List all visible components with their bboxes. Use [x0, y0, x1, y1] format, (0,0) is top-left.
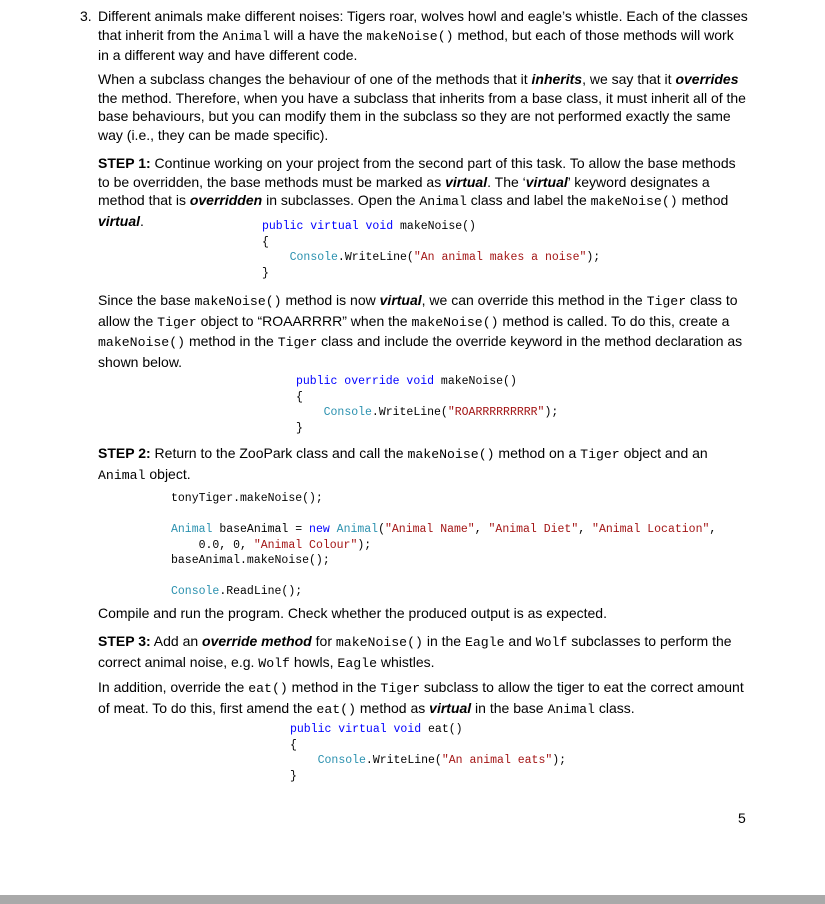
page-number: 5 — [738, 810, 746, 826]
step1-paragraph: STEP 1: Continue working on your project from the second part of this task. To allow the base methods to be overridden, the base methods must be marked as virtual. The ‘virtual’ keyword designates a method that is overridden in subclasses. Open the Animal class and label the makeNoise() method virtual. — [98, 155, 736, 229]
step3-paragraph: STEP 3: Add an override method for makeNoise() in the Eagle and Wolf subclasses to perform the correct animal noise, e.g. Wolf howls, Eagle whistles. — [98, 633, 732, 671]
item-number: 3. — [80, 8, 92, 24]
step2-paragraph: STEP 2: Return to the ZooPark class and call the makeNoise() method on a Tiger object and an Animal object. — [98, 445, 708, 483]
compile-paragraph: Compile and run the program. Check whether the produced output is as expected. — [98, 605, 607, 621]
addition-paragraph: In addition, override the eat() method in the Tiger subclass to allow the tiger to eat the correct amount of meat. To do this, first amend the eat() method as virtual in the base Animal class. — [98, 679, 744, 717]
code-block-override-makenoise: public override void makeNoise() { Console.WriteLine("ROARRRRRRRRR"); } — [296, 375, 559, 435]
code-block-virtual-eat: public virtual void eat() { Console.WriteLine("An animal eats"); } — [290, 723, 567, 783]
override-paragraph: When a subclass changes the behaviour of one of the methods that it inherits, we say that it overrides the method. Therefore, when you have a subclass that inherits from a base class, it must inherit all of the base behaviours, but you can modify them in the subclass so they are not performed exactly the same way (i.e., they can be made specific). — [98, 71, 746, 143]
since-paragraph: Since the base makeNoise() method is now virtual, we can override this method in the Tiger class to allow the Tiger object to “ROAARRRR” when the makeNoise() method is called. To do this, create a makeNoise() method in the Tiger class and include the override keyword in the method declaration as shown below. — [98, 292, 743, 370]
code-block-virtual-makenoise: public virtual void makeNoise() { Console.WriteLine("An animal makes a noise"); } — [262, 220, 601, 280]
intro-paragraph: Different animals make different noises: Tigers roar, wolves howl and eagle’s whistle. Each of the classes that inherit from the Animal will a have the makeNoise() method, but each of those methods will work in a different way and have different code. — [98, 8, 748, 64]
footer-bar — [0, 895, 825, 904]
code-block-zoopark: tonyTiger.makeNoise(); Animal baseAnimal = new Animal("Animal Name", "Animal Diet", "Animal Location", 0.0, 0, "Animal Colour"); baseAnimal.makeNoise(); Console.ReadLine(); — [171, 492, 717, 598]
